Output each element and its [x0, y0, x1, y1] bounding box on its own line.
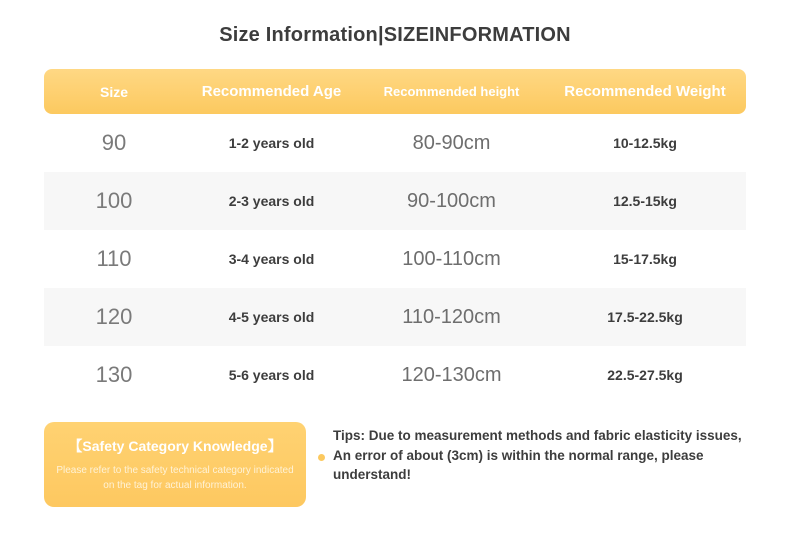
table-body — [44, 114, 746, 404]
cell-age: 5-6 years old — [228, 367, 315, 383]
safety-text: Please refer to the safety technical category indicated on the tag for actual information. — [56, 465, 294, 491]
cell-size: 130 — [95, 362, 133, 387]
tips-block — [333, 422, 746, 485]
size-table — [44, 69, 746, 404]
cell-size: 110 — [96, 246, 132, 271]
cell-age: 2-3 years old — [184, 172, 359, 230]
tips-line-2: An error of about (3cm) is within the normal range, please understand! — [333, 447, 704, 483]
cell-weight: 10-12.5kg — [613, 135, 677, 151]
size-table-container — [44, 69, 746, 404]
cell-size: 90 — [101, 130, 127, 155]
table-row — [44, 172, 746, 230]
page-title: Size Information|SIZEINFORMATION — [219, 24, 571, 46]
column-header-size: Size — [44, 69, 184, 114]
table-row — [44, 230, 746, 288]
table-row — [44, 114, 746, 172]
cell-height: 80-90cm — [412, 131, 491, 154]
table-header — [44, 69, 746, 114]
cell-age: 1-2 years old — [228, 135, 315, 151]
cell-weight: 15-17.5kg — [613, 251, 677, 267]
tips-line-1: Tips: Due to measurement methods and fabric elasticity issues, — [333, 428, 742, 443]
column-header-height: Recommended height — [359, 69, 544, 114]
cell-height: 120-130cm — [401, 363, 502, 386]
column-header-age: Recommended Age — [184, 69, 359, 114]
table-row — [44, 346, 746, 404]
table-row — [44, 288, 746, 346]
cell-weight: 12.5-15kg — [544, 172, 746, 230]
cell-size: 100 — [44, 172, 184, 230]
safety-category-box — [44, 422, 306, 507]
cell-weight: 17.5-22.5kg — [544, 288, 746, 346]
bullet-dot-icon — [318, 454, 325, 461]
column-header-weight: Recommended Weight — [544, 69, 746, 114]
footer-section — [44, 422, 746, 507]
cell-age: 4-5 years old — [184, 288, 359, 346]
cell-age: 3-4 years old — [228, 251, 315, 267]
safety-title: 【Safety Category Knowledge】 — [68, 438, 282, 454]
table-header-row — [44, 69, 746, 114]
cell-height: 100-110cm — [402, 247, 501, 270]
cell-size: 120 — [44, 288, 184, 346]
cell-height: 90-100cm — [359, 172, 544, 230]
cell-height: 110-120cm — [359, 288, 544, 346]
cell-weight: 22.5-27.5kg — [607, 367, 683, 383]
